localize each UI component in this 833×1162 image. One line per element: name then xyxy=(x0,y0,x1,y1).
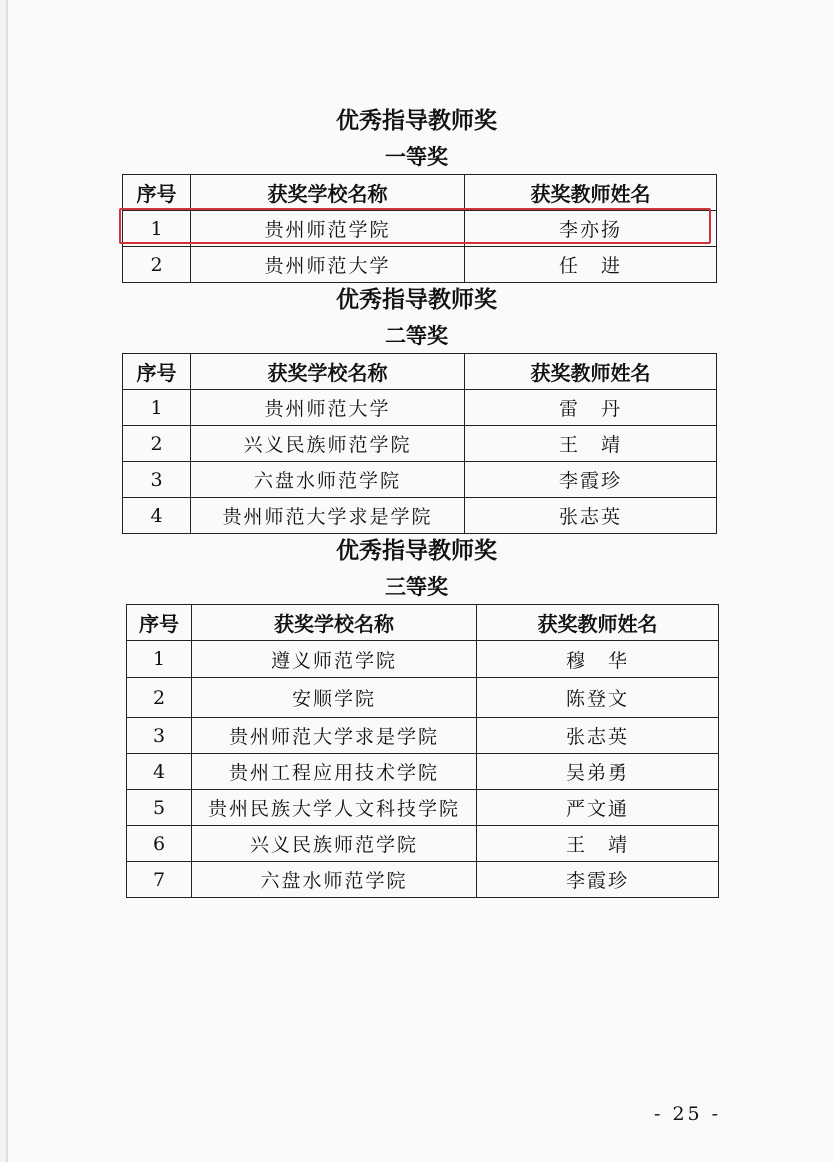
row-index: 2 xyxy=(123,247,191,283)
table-row xyxy=(123,247,717,283)
header-index: 序号 xyxy=(123,175,191,211)
table-row xyxy=(127,826,719,862)
section-title: 优秀指导教师奖 xyxy=(336,538,497,564)
row-school: 六盘水师范学院 xyxy=(191,462,465,498)
row-index: 1 xyxy=(127,641,192,678)
table-header-row xyxy=(123,354,717,390)
page-number: - 25 - xyxy=(654,1103,722,1125)
row-teacher: 张志英 xyxy=(465,498,717,534)
row-teacher: 张志英 xyxy=(477,718,719,754)
highlight-box xyxy=(119,208,711,244)
row-teacher: 穆 华 xyxy=(477,641,719,678)
table-row xyxy=(127,718,719,754)
row-school: 贵州师范大学求是学院 xyxy=(192,718,477,754)
row-school: 贵州师范大学 xyxy=(191,247,465,283)
row-teacher: 李霞珍 xyxy=(465,462,717,498)
award-table-second-prize xyxy=(122,353,717,534)
row-teacher: 王 靖 xyxy=(465,426,717,462)
row-index: 5 xyxy=(127,790,192,826)
table-row xyxy=(127,641,719,678)
header-teacher: 获奖教师姓名 xyxy=(477,605,719,641)
row-teacher: 李亦扬 xyxy=(465,211,717,247)
row-school: 贵州工程应用技术学院 xyxy=(192,754,477,790)
row-school: 贵州师范大学 xyxy=(191,390,465,426)
table-row xyxy=(123,426,717,462)
row-index: 1 xyxy=(123,390,191,426)
row-teacher: 李霞珍 xyxy=(477,862,719,898)
header-teacher: 获奖教师姓名 xyxy=(465,175,717,211)
table-header-row xyxy=(127,605,719,641)
row-index: 3 xyxy=(127,718,192,754)
section-level: 一等奖 xyxy=(385,145,448,169)
section-title: 优秀指导教师奖 xyxy=(336,108,497,134)
row-teacher: 任 进 xyxy=(465,247,717,283)
row-school: 遵义师范学院 xyxy=(192,641,477,678)
row-index: 4 xyxy=(123,498,191,534)
row-index: 7 xyxy=(127,862,192,898)
table-row xyxy=(123,498,717,534)
row-index: 1 xyxy=(123,211,191,247)
row-index: 2 xyxy=(123,426,191,462)
header-school: 获奖学校名称 xyxy=(191,354,465,390)
row-teacher: 王 靖 xyxy=(477,826,719,862)
table-header-row xyxy=(123,175,717,211)
row-school: 六盘水师范学院 xyxy=(192,862,477,898)
row-school: 贵州师范大学求是学院 xyxy=(191,498,465,534)
row-teacher: 雷 丹 xyxy=(465,390,717,426)
row-teacher: 吴弟勇 xyxy=(477,754,719,790)
header-school: 获奖学校名称 xyxy=(192,605,477,641)
header-teacher: 获奖教师姓名 xyxy=(465,354,717,390)
row-index: 3 xyxy=(123,462,191,498)
table-row xyxy=(127,862,719,898)
table-row xyxy=(127,790,719,826)
table-row xyxy=(123,390,717,426)
section-title: 优秀指导教师奖 xyxy=(336,287,497,313)
header-index: 序号 xyxy=(127,605,192,641)
row-school: 兴义民族师范学院 xyxy=(192,826,477,862)
row-teacher: 陈登文 xyxy=(477,678,719,718)
row-school: 贵州民族大学人文科技学院 xyxy=(192,790,477,826)
row-teacher: 严文通 xyxy=(477,790,719,826)
table-row xyxy=(127,754,719,790)
header-school: 获奖学校名称 xyxy=(191,175,465,211)
table-row xyxy=(123,462,717,498)
row-index: 6 xyxy=(127,826,192,862)
row-school: 兴义民族师范学院 xyxy=(191,426,465,462)
row-school: 贵州师范学院 xyxy=(191,211,465,247)
section-level: 三等奖 xyxy=(385,575,448,599)
header-index: 序号 xyxy=(123,354,191,390)
row-index: 4 xyxy=(127,754,192,790)
table-row xyxy=(127,678,719,718)
section-level: 二等奖 xyxy=(385,324,448,348)
award-table-third-prize xyxy=(126,604,719,898)
row-index: 2 xyxy=(127,678,192,718)
row-school: 安顺学院 xyxy=(192,678,477,718)
